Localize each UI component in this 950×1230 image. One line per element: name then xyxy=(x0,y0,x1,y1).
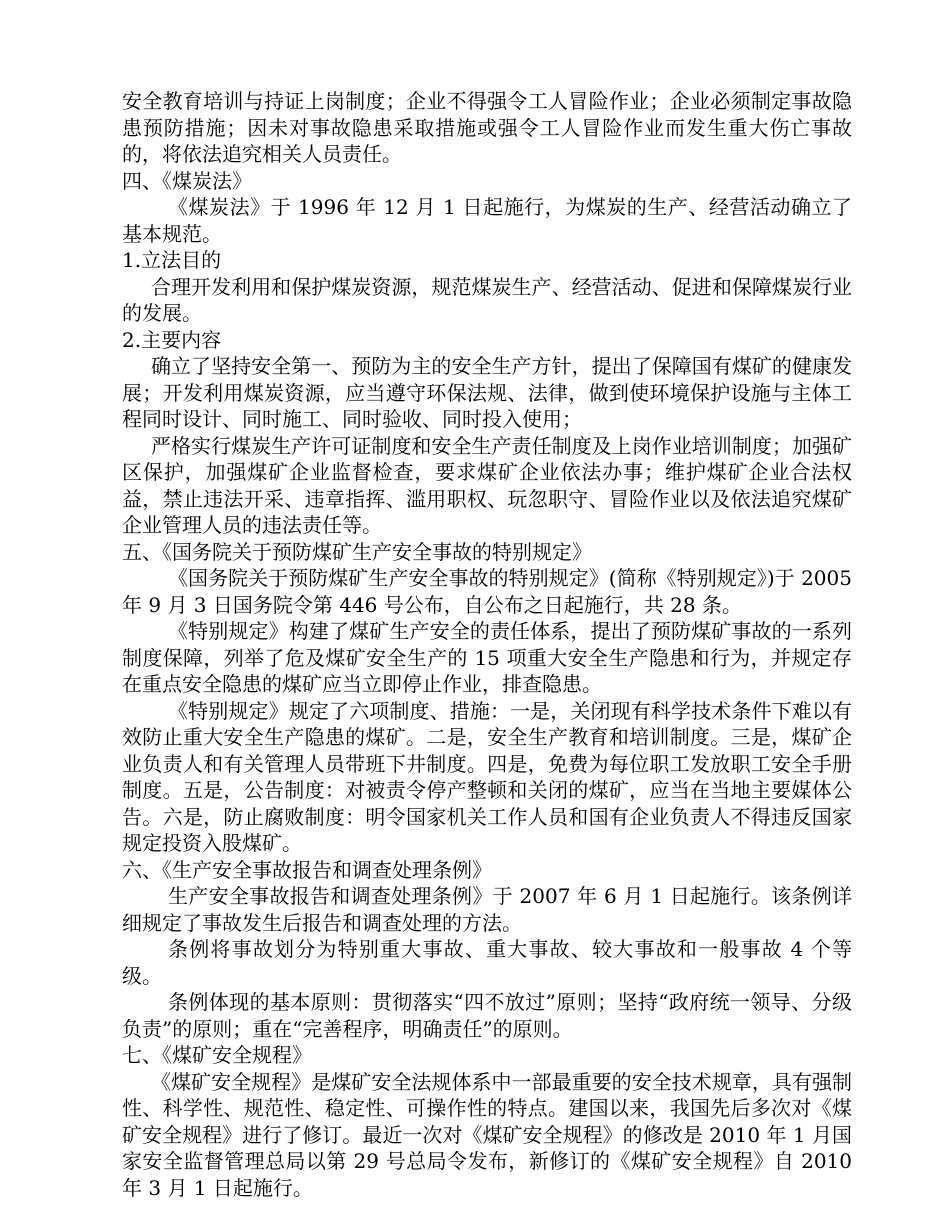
paragraph-coal-law-intro: 《煤炭法》于 1996 年 12 月 1 日起施行，为煤炭的生产、经营活动确立了基本规范。 xyxy=(122,195,852,246)
heading-coal-mine-safety-rules: 七、《煤矿安全规程》 xyxy=(122,1043,312,1067)
paragraph-accident-regulations-intro: 生产安全事故报告和调查处理条例》于 2007 年 6 月 1 日起施行。该条例详细规定了事故发生后报告和调查处理的方法。 xyxy=(122,884,852,935)
heading-coal-law: 四、《煤炭法》 xyxy=(122,168,252,193)
paragraph-main-content-1: 确立了坚持安全第一、预防为主的安全生产方针，提出了保障国有煤矿的健康发展；开发利用煤炭资源，应当遵守环保法规、法律，做到使环境保护设施与主体工程同时设计、同时施工、同时验收、同时投入使用； xyxy=(122,354,852,431)
paragraph-main-content-2: 严格实行煤炭生产许可证制度和安全生产责任制度及上岗作业培训制度；加强矿区保护，加强煤矿企业监督检查，要求煤矿企业依法办事；维护煤矿企业合法权益，禁止违法开采、违章指挥、滥用职权、玩忽职守、冒险作业以及依法追究煤矿企业管理人员的违法责任等。 xyxy=(122,433,852,537)
paragraph-safety-training: 安全教育培训与持证上岗制度；企业不得强令工人冒险作业；企业必须制定事故隐患预防措施；因未对事故隐患采取措施或强令工人冒险作业而发生重大伤亡事故的，将依法追究相关人员责任。 xyxy=(122,89,852,166)
paragraph-special-provisions-system: 《特别规定》构建了煤矿生产安全的责任体系，提出了预防煤矿事故的一系列制度保障，列举了危及煤矿安全生产的 15 项重大安全生产隐患和行为，并规定存在重点安全隐患的煤矿应当立即停止作业，排查隐患。 xyxy=(122,619,852,696)
heading-special-provisions: 五、《国务院关于预防煤矿生产安全事故的特别规定》 xyxy=(122,539,592,564)
heading-accident-regulations: 六、《生产安全事故报告和调查处理条例》 xyxy=(122,857,492,882)
paragraph-accident-levels: 条例将事故划分为特别重大事故、重大事故、较大事故和一般事故 4 个等级。 xyxy=(122,937,852,988)
document-page xyxy=(122,88,852,1201)
paragraph-legislative-purpose: 合理开发利用和保护煤炭资源，规范煤炭生产、经营活动、促进和保障煤炭行业的发展。 xyxy=(122,274,852,325)
heading-main-content: 2.主要内容 xyxy=(122,327,222,352)
paragraph-special-provisions-intro: 《国务院关于预防煤矿生产安全事故的特别规定》(简称《特别规定》)于 2005 年 9 月 3 日国务院令第 446 号公布，自公布之日起施行，共 28 条。 xyxy=(122,566,852,617)
paragraph-coal-mine-safety-rules: 《煤矿安全规程》是煤矿安全法规体系中一部最重要的安全技术规章，具有强制性、科学性、规范性、稳定性、可操作性的特点。建国以来，我国先后多次对《煤矿安全规程》进行了修订。最近一次对《煤矿安全规程》的修改是 2010 年 1 月国家安全监督管理总局以第 29 号总局令发布，新修订的《煤矿安全规程》自 2010 年 3 月 1 日起施行。 xyxy=(122,1069,852,1200)
heading-legislative-purpose: 1.立法目的 xyxy=(122,248,222,272)
paragraph-accident-principles: 条例体现的基本原则：贯彻落实“四不放过”原则；坚持“政府统一领导、分级负责”的原则；重在“完善程序，明确责任”的原则。 xyxy=(122,990,852,1041)
paragraph-special-provisions-measures: 《特别规定》规定了六项制度、措施：一是，关闭现有科学技术条件下难以有效防止重大安全生产隐患的煤矿。二是，安全生产教育和培训制度。三是，煤矿企业负责人和有关管理人员带班下井制度。四是，免费为每位职工发放职工安全手册制度。五是，公告制度：对被责令停产整顿和关闭的煤矿，应当在当地主要媒体公告。六是，防止腐败制度：明令国家机关工作人员和国有企业负责人不得违反国家规定投资入股煤矿。 xyxy=(122,698,852,855)
